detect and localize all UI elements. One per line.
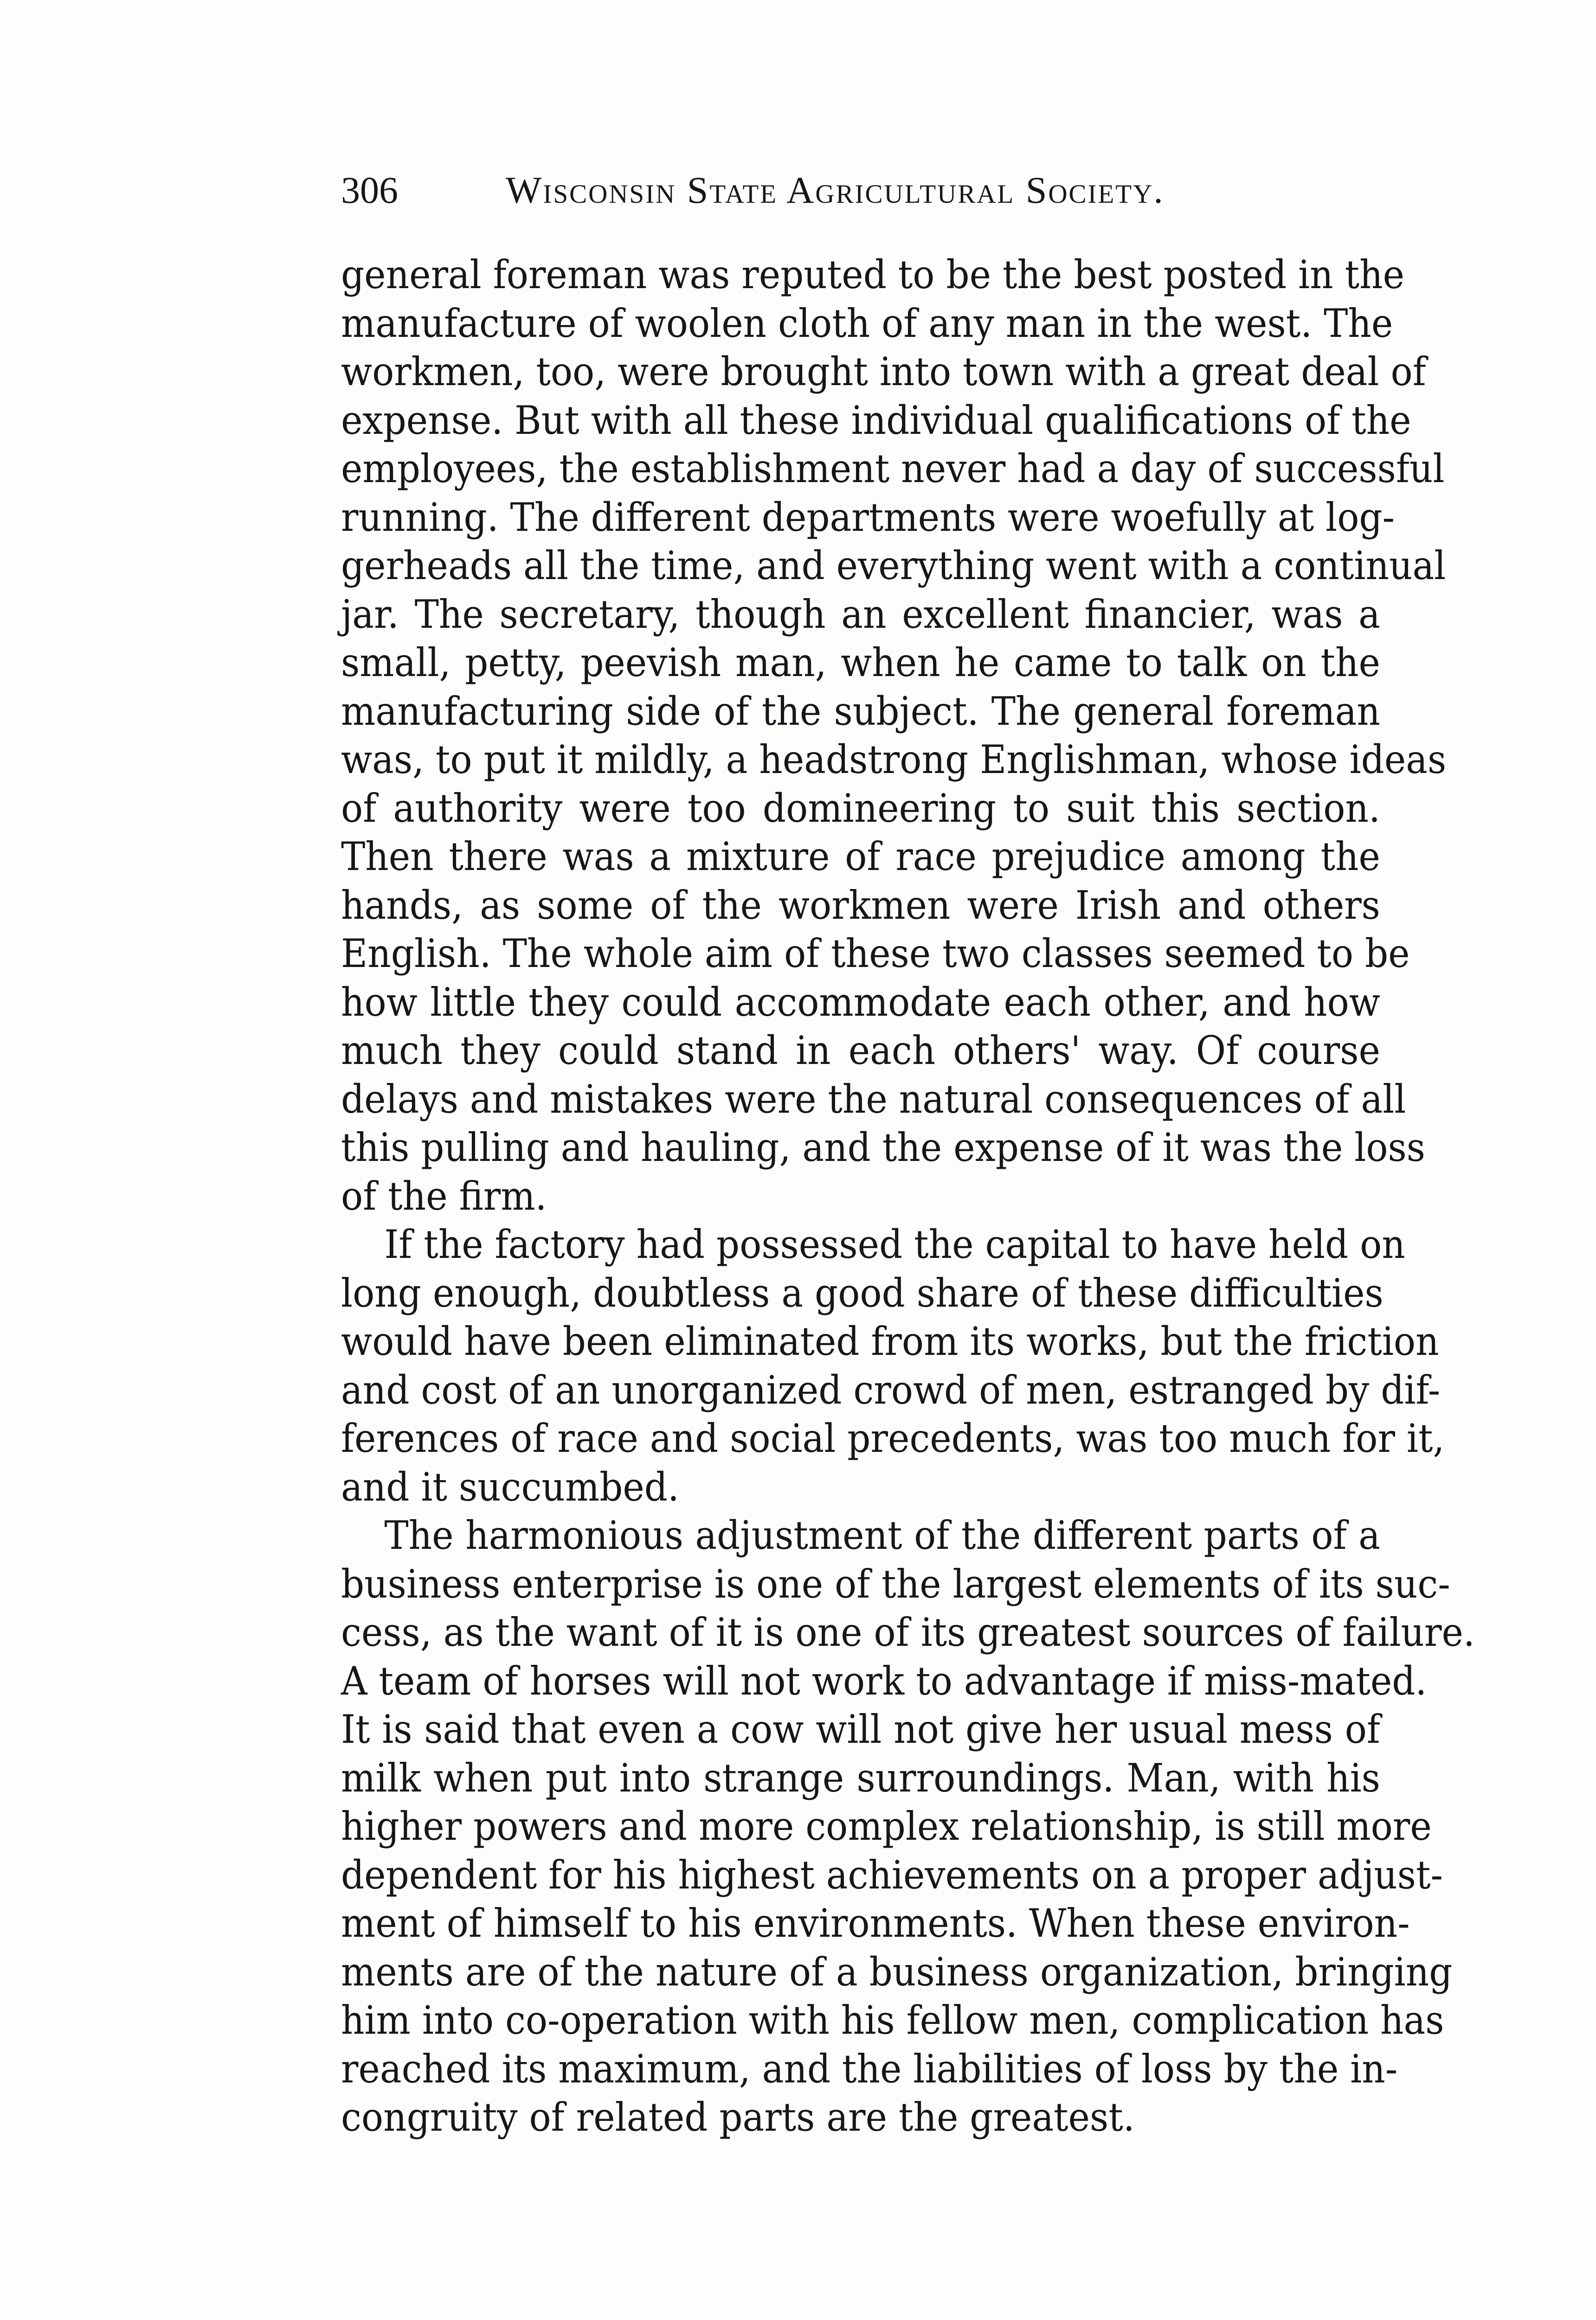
text-line: employees, the establishment never had a day of successful	[341, 446, 1445, 491]
paragraph-2	[341, 1220, 1445, 1511]
text-line: delays and mistakes were the natural consequences of all	[341, 1076, 1406, 1122]
text-line: higher powers and more complex relationship, is still more	[341, 1804, 1432, 1849]
text-line: and cost of an unorganized crowd of men, estranged by dif-	[341, 1367, 1441, 1413]
text-line: milk when put into strange surroundings. Man, with his	[341, 1755, 1380, 1801]
text-line: ments are of the nature of a business organization, bringing	[341, 1949, 1453, 1995]
text-line: general foreman was reputed to be the best posted in the	[341, 252, 1404, 297]
text-line: A team of horses will not work to advantage if miss-mated.	[341, 1658, 1427, 1704]
page-header	[341, 165, 1380, 216]
text-line: ment of himself to his environments. When these environ-	[341, 1901, 1410, 1946]
page-number: 306	[341, 169, 398, 211]
text-line: this pulling and hauling, and the expense of it was the loss	[341, 1125, 1425, 1170]
text-line: It is said that even a cow will not give her usual mess of	[341, 1707, 1380, 1752]
text-line: small, petty, peevish man, when he came to talk on the	[341, 640, 1380, 685]
text-line: business enterprise is one of the largest elements of its suc-	[341, 1561, 1450, 1607]
text-line: manufacturing side of the subject. The general foreman	[341, 688, 1380, 734]
text-line: and it succumbed.	[341, 1464, 679, 1510]
text-line: If the factory had possessed the capital to have held on	[384, 1222, 1405, 1267]
text-line: English. The whole aim of these two classes seemed to be	[341, 931, 1410, 976]
text-line: congruity of related parts are the greatest.	[341, 2094, 1135, 2140]
text-line: much they could stand in each others' way. Of course	[341, 1028, 1380, 1073]
running-title: Wisconsin State Agricultural Society.	[506, 169, 1165, 211]
text-line: was, to put it mildly, a headstrong Englishman, whose ideas	[341, 737, 1447, 782]
paragraph-1	[341, 251, 1447, 1220]
text-line: of the firm.	[341, 1173, 547, 1219]
text-line: dependent for his highest achievements on a proper adjust-	[341, 1852, 1443, 1898]
text-line: jar. The secretary, though an excellent financier, was a	[341, 591, 1380, 637]
paragraph-3	[341, 1511, 1475, 2142]
text-line: manufacture of woolen cloth of any man in the west. The	[341, 300, 1393, 346]
text-line: cess, as the want of it is one of its greatest sources of failure.	[341, 1610, 1475, 1655]
text-line: him into co-operation with his fellow men, complication has	[341, 1998, 1444, 2043]
text-line: hands, as some of the workmen were Irish and others	[341, 882, 1380, 928]
body-text	[341, 251, 1475, 2142]
text-line: running. The different departments were woefully at log-	[341, 494, 1395, 540]
text-line: ferences of race and social precedents, was too much for it,	[341, 1416, 1445, 1461]
text-line: The harmonious adjustment of the different parts of a	[384, 1513, 1380, 1558]
text-line: gerheads all the time, and everything went with a continual	[341, 543, 1446, 588]
text-line: long enough, doubtless a good share of these difficulties	[341, 1270, 1384, 1316]
text-line: how little they could accommodate each other, and how	[341, 979, 1380, 1025]
text-line: of authority were too domineering to suit this section.	[341, 785, 1380, 831]
text-line: Then there was a mixture of race prejudice among the	[341, 834, 1380, 879]
text-line: workmen, too, were brought into town with a great deal of	[341, 349, 1426, 394]
text-line: would have been eliminated from its works, but the friction	[341, 1319, 1439, 1364]
text-line: reached its maximum, and the liabilities of loss by the in-	[341, 2046, 1398, 2092]
text-line: expense. But with all these individual qualifications of the	[341, 397, 1411, 443]
